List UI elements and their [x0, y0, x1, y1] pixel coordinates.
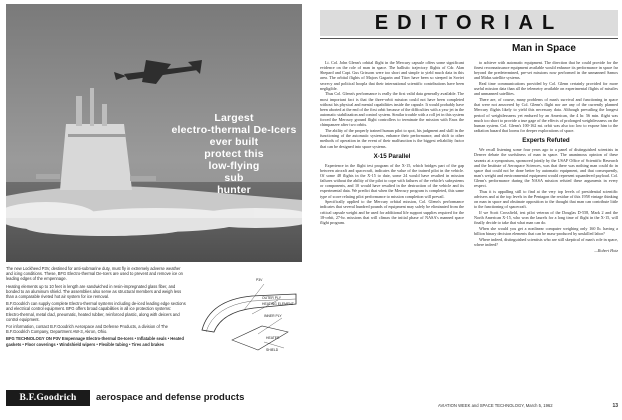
headline-line-6: sub — [224, 172, 244, 184]
editorial-paragraph: Experience in the flight test program of the X-15, which bridges part of the gap between aircraft and spacecraft, indicates the value of the trained pilot in the vehicle. Of some 48 flights in the X-15 to date, some 24 would have resulted in mission failures without the ability of the pilot to cope with failures of the vehicle's subsystems or components, and 10 would have resulted in the destruction of the vehicle and its experimental data. We predict that when the Mercury program is completed, this same type of score relating pilot performance to mission completion will prevail. — [320, 162, 464, 199]
editorial-column-1 — [320, 60, 464, 400]
editorial-paragraph: Lt. Col. John Glenn's orbital flight in the Mercury capsule offers some significant evidence on the role of man in space. The ballistic trajectory flights of Cdr. Alan Shepard and Capt. Gus Grissom were too short and simple to yield much data in this area. The orbital flights of Majors Gagarin and Titov have been so steeped in Soviet secrecy and political hoopla that their international scientific contributions have been negligible. — [320, 60, 464, 91]
subhead-experts-refuted: Experts Refuted — [522, 137, 570, 145]
submarine-photo — [6, 4, 302, 262]
editorial-paragraph: to achieve with automatic equipment. The direction that he could provide for the finest reconnaissance equipment available would enhance its performance in space far beyond the predetermined, pre-set missions now performed in the unmanned Samos and Midas satellite systems. — [474, 60, 618, 81]
bfgoodrich-advertisement — [6, 4, 302, 414]
headline-line-1: Largest — [214, 112, 254, 124]
ad-paragraph: B.F.Goodrich can supply complete Electro-thermal systems including de-iced leading edge sections and electrical control equipment. BFG offers broad capabilities in all ice protection systems: Electro-thermal, metal clad, pneumatic, heated rubber, reinforced plastic, along with deicers and control equipment. — [6, 301, 186, 322]
editorial-paragraph: Specifically applied to the Mercury orbital mission, Col. Glenn's performance indicates that several hundred pounds of equipment may safely be eliminated from the critical capsule weight and be used for additional life support supplies required for the 18-orbit, 27-hr. missions that will climax the initial phase of NASA's manned space flight program. — [320, 199, 464, 225]
editorial-banner: EDITORIAL — [320, 10, 618, 36]
diagram-label: SHIELD — [266, 348, 279, 352]
wing-section-drawing — [192, 270, 302, 362]
bfgoodrich-logo: B.F.Goodrich — [6, 390, 90, 406]
editorial-section — [320, 4, 618, 416]
editorial-title: Man in Space — [512, 43, 576, 54]
editorial-paragraph: If we Scott Crossfield, test pilot veteran of the Douglas D-558, Mark 2 and the North American X-15, who won the laurels for a long time of flight in the X-15, will finally decide to take that what man can do. — [474, 210, 618, 226]
publication-line: AVIATION WEEK and SPACE TECHNOLOGY, March 5, 1962 — [438, 403, 553, 408]
ad-paragraph: For information, contact B.F.Goodrich Aerospace and Defense Products, a division of The B.F.Goodrich Company, Department AW-3, Akron, Ohio. — [6, 324, 168, 335]
ad-paragraph: Heating elements up to 10 feet in length are sandwiched in resin-impregnated glass fiber, and bonded to an aluminum shield. The assemblies also serve as structural members and weigh less than a comparable riveted hot air system for ice removal. — [6, 283, 182, 300]
banner-divider — [320, 38, 618, 39]
author-signature: —Robert Hotz — [594, 247, 618, 253]
ad-body-copy — [6, 266, 186, 349]
diagram-label: INNER PLY — [264, 314, 282, 318]
diagram-label: HEATING ELEMENT — [262, 302, 294, 306]
editorial-paragraph: Real time communications provided by Col. Glenn certainly provided for more useful mission data than all the telemetry available on experimental flights of missiles and unmanned satellites. — [474, 81, 618, 97]
diagram-label: HEATER — [266, 336, 280, 340]
ad-headline — [166, 112, 302, 196]
headline-line-4: protect this — [204, 148, 264, 160]
page-number: 13 — [612, 403, 618, 409]
diagram-label-top: P3V — [256, 278, 263, 282]
editorial-paragraph: When she would you get a nonlinear computer weighing only 160 lb. having a billion binary decision elements that can be mass-produced by unskilled labor? — [474, 226, 618, 237]
subhead-x15-parallel: X-15 Parallel — [373, 152, 411, 160]
headline-line-7: hunter — [217, 184, 251, 196]
editorial-paragraph: We recall listening some four years ago to a panel of distinguished scientists in Denver debate the usefulness of man in space. The unanimous opinion of these savants at a symposium, sponsored jointly by the USAF Office of Scientific Research and the Institute of Aerospace Sciences, was that there was nothing man could do in space that could not be done better by automatic equipment, and that consequently, man's weight and environmental equipment would represent squandered payload. Col. Glenn's performance during the NASA mission refuted these arguments in every respect. — [474, 147, 618, 189]
page-footer — [320, 402, 618, 410]
editorial-column-2 — [474, 60, 618, 400]
ad-footer — [6, 382, 302, 414]
editorial-paragraph: Thus Col. Glenn's performance is really the first valid data generally available. The most important fact is that the three-orbit mission could not have been completed without his physical and mental capabilities inside the capsule. It would probably have been aborted at the end of the first orbit because of the difficulties with a yaw jet in the automatic stabilization and control system. Similar trouble with a roll jet in this system forced the Mercury ground flight controllers to terminate the mission with Enos the chimpanzee after two orbits. — [320, 91, 464, 128]
editorial-paragraph: Thus it is appalling still to find at the very top levels of presidential scientific advisers and at the top levels in the Pentagon the residue of this 1958 vintage thinking on man in space and obstinate opposition to the thought that man can contribute little to the functioning of spacecraft. — [474, 188, 618, 210]
ad-paragraph: The new Lockheed P3V, destined for anti-submarine duty, must fly in extremely adverse weather and icing conditions. These, BFG Electro-thermal De-Icers are used to prevent and remove ice on leading edges of the empennage. — [6, 266, 183, 282]
editorial-paragraph: The ability of the properly trained human pilot to spot, his judgment and skill in the functioning of the automatic systems, enhance their performance, and shift to other methods of operation in the event of their malfunction is the biggest reliability factor that can be designed into space systems. — [320, 128, 464, 149]
editorial-paragraph: There are, of course, many problems of man's survival and functioning in space that were not answered by Col. Glenn's flight nor are any of the currently planned Mercury flights likely to yield this necessary data. Although prevailing the longest period of weightlessness yet endured by an American, the 4 hr. 56 min. flight was much too short to provide a true gage of the effects of prolonged weightlessness on the human system. Col. Glenn's 100-162 mi. orbit was also too low to expose him to the radiation hazard that looms for deeper explorations of space. — [474, 97, 618, 134]
headline-line-2: electro-thermal De-Icers — [171, 124, 297, 136]
editorial-paragraph: Where indeed, distinguished scientists who are still skeptical of man's role in space, where indeed? — [474, 236, 618, 247]
deicer-cross-section-diagram — [192, 270, 302, 362]
ad-tagline: aerospace and defense products — [96, 392, 245, 403]
diagram-label: OUTER PLY — [262, 296, 281, 300]
ad-fine-print: BFG TECHNOLOGY ON P3V Empennage Electro-thermal De-Icers • Inflatable seals • Heated gaskets • Floor coverings • Windshield wipers • Flexible tubing • Tires and brakes — [6, 336, 184, 347]
headline-line-5: low-flying — [208, 160, 260, 172]
headline-line-3: ever built — [209, 136, 259, 148]
